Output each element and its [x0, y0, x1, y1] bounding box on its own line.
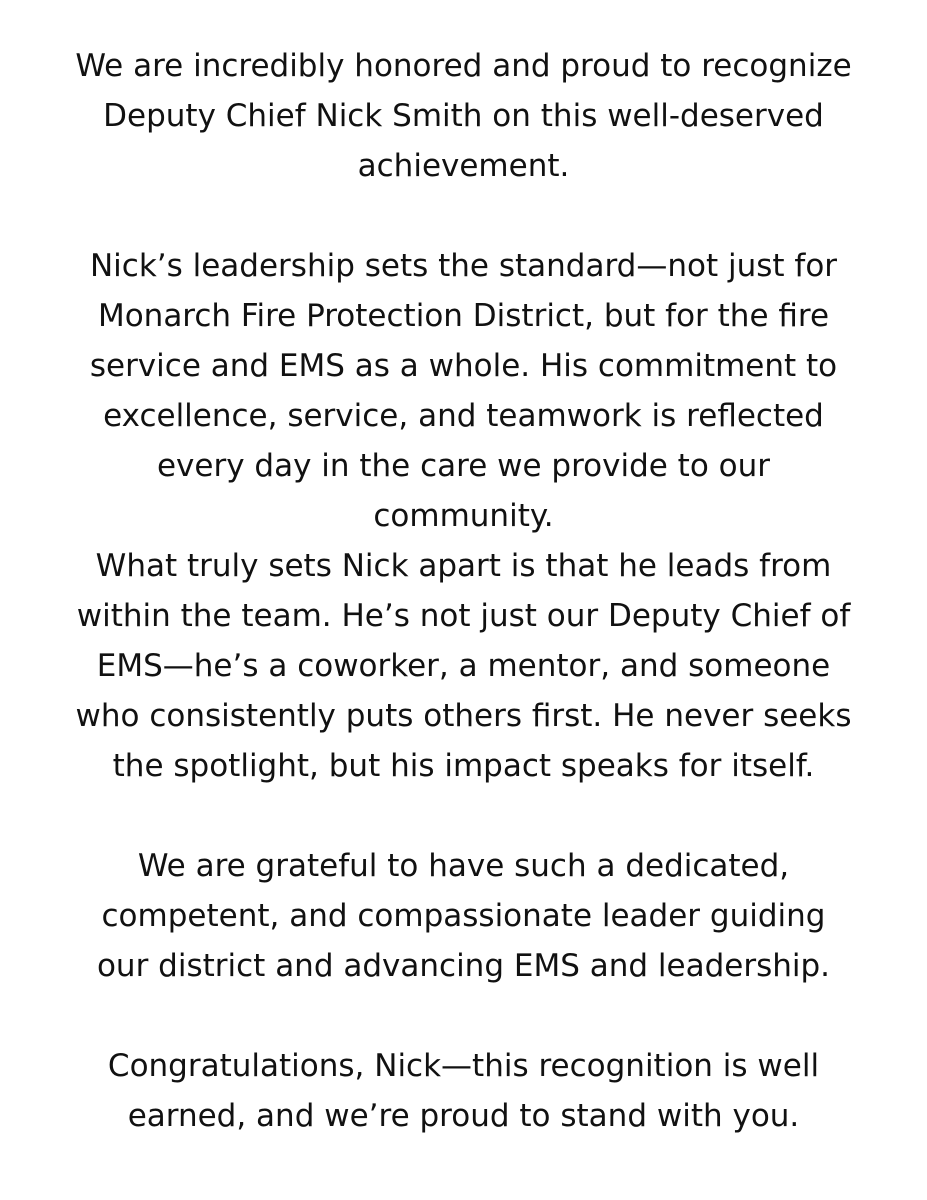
letter-line: What truly sets Nick apart is that he leads from: [95, 548, 832, 584]
letter-line: competent, and compassionate leader guiding: [101, 898, 826, 934]
letter-line: earned, and we’re proud to stand with you.: [127, 1098, 800, 1134]
letter-line: EMS—he’s a coworker, a mentor, and someone: [96, 648, 831, 684]
letter-line: within the team. He’s not just our Deputy Chief of: [76, 598, 851, 634]
letter-line: Nick’s leadership sets the standard—not just for: [89, 248, 838, 284]
letter-line: achievement.: [357, 148, 570, 184]
letter-line: We are grateful to have such a dedicated,: [137, 848, 790, 884]
letter-line: the spotlight, but his impact speaks for itself.: [112, 748, 815, 784]
letter-line: our district and advancing EMS and leadership.: [96, 948, 831, 984]
letter-line: Monarch Fire Protection District, but for the fire: [97, 298, 830, 334]
letter-line: service and EMS as a whole. His commitment to: [89, 348, 838, 384]
letter-line: Deputy Chief Nick Smith on this well-deserved: [103, 98, 824, 134]
letter-line: every day in the care we provide to our: [156, 448, 771, 484]
letter-line: who consistently puts others first. He never seeks: [75, 698, 852, 734]
letter-line: excellence, service, and teamwork is reflected: [103, 398, 824, 434]
letter-line: Congratulations, Nick—this recognition is well: [107, 1048, 820, 1084]
letter-line: community.: [373, 498, 554, 534]
letter-line: We are incredibly honored and proud to recognize: [75, 48, 852, 84]
